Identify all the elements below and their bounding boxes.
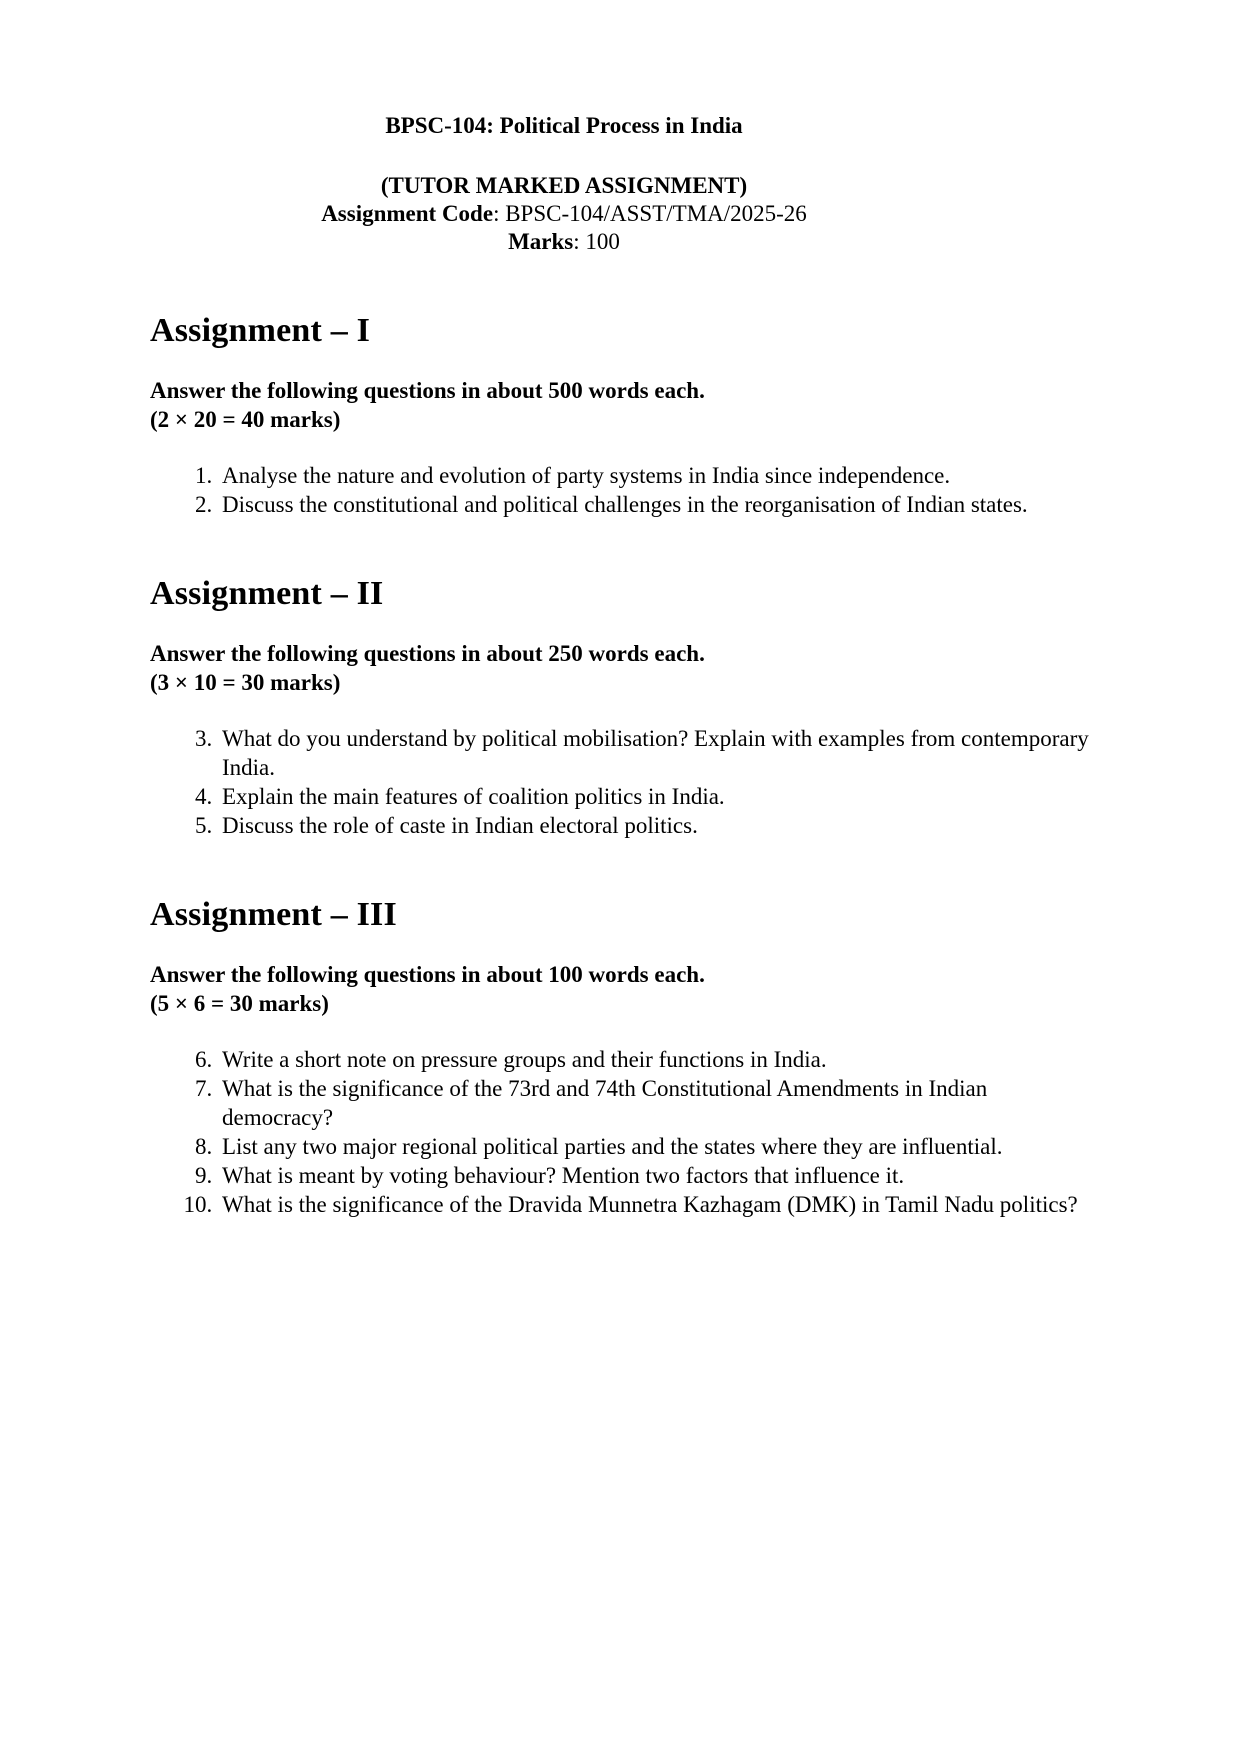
marks-note: (2 × 20 = 40 marks) <box>150 407 341 432</box>
questions-list <box>150 461 1091 519</box>
assignment-code-line <box>150 200 978 228</box>
section-assignment-3 <box>150 896 1091 1219</box>
question-item: 1. Analyse the nature and evolution of party systems in India since independence. <box>218 461 1091 490</box>
question-item: 10. What is the significance of the Dravida Munnetra Kazhagam (DMK) in Tamil Nadu politics? <box>218 1190 1091 1219</box>
section-heading: Assignment – II <box>150 575 384 612</box>
questions-list <box>150 1045 1091 1219</box>
instruction-line: Answer the following questions in about 500 words each. <box>150 378 705 403</box>
section-assignment-2 <box>150 575 1091 840</box>
page-title: BPSC-104: Political Process in India <box>385 113 743 138</box>
section-heading: Assignment – I <box>150 312 371 349</box>
questions-list <box>150 724 1091 840</box>
section-assignment-1 <box>150 312 1091 519</box>
question-item: 6. Write a short note on pressure groups and their functions in India. <box>218 1045 1091 1074</box>
question-item: 3. What do you understand by political mobilisation? Explain with examples from contemporary India. <box>218 724 1091 782</box>
question-item: 5. Discuss the role of caste in Indian electoral politics. <box>218 811 1091 840</box>
instruction-block <box>150 960 1091 1018</box>
question-item: 9. What is meant by voting behaviour? Mention two factors that influence it. <box>218 1161 1091 1190</box>
instruction-block <box>150 376 1091 434</box>
instruction-block <box>150 639 1091 697</box>
question-item: 4. Explain the main features of coalition politics in India. <box>218 782 1091 811</box>
question-item: 8. List any two major regional political parties and the states where they are influential. <box>218 1132 1091 1161</box>
marks-label: Marks <box>508 229 574 254</box>
marks-line <box>150 228 978 256</box>
instruction-line: Answer the following questions in about 100 words each. <box>150 962 705 987</box>
marks-value: : 100 <box>573 229 620 254</box>
marks-note: (3 × 10 = 30 marks) <box>150 670 341 695</box>
assignment-code-label: Assignment Code <box>321 201 494 226</box>
instruction-line: Answer the following questions in about 250 words each. <box>150 641 705 666</box>
question-item: 7. What is the significance of the 73rd and 74th Constitutional Amendments in Indian democracy? <box>218 1074 1091 1132</box>
assignment-code-value: : BPSC-104/ASST/TMA/2025-26 <box>493 201 807 226</box>
section-heading: Assignment – III <box>150 896 397 933</box>
question-item: 2. Discuss the constitutional and political challenges in the reorganisation of Indian states. <box>218 490 1091 519</box>
marks-note: (5 × 6 = 30 marks) <box>150 991 329 1016</box>
assignment-type-line: (TUTOR MARKED ASSIGNMENT) <box>380 173 748 198</box>
document-header <box>150 112 978 256</box>
